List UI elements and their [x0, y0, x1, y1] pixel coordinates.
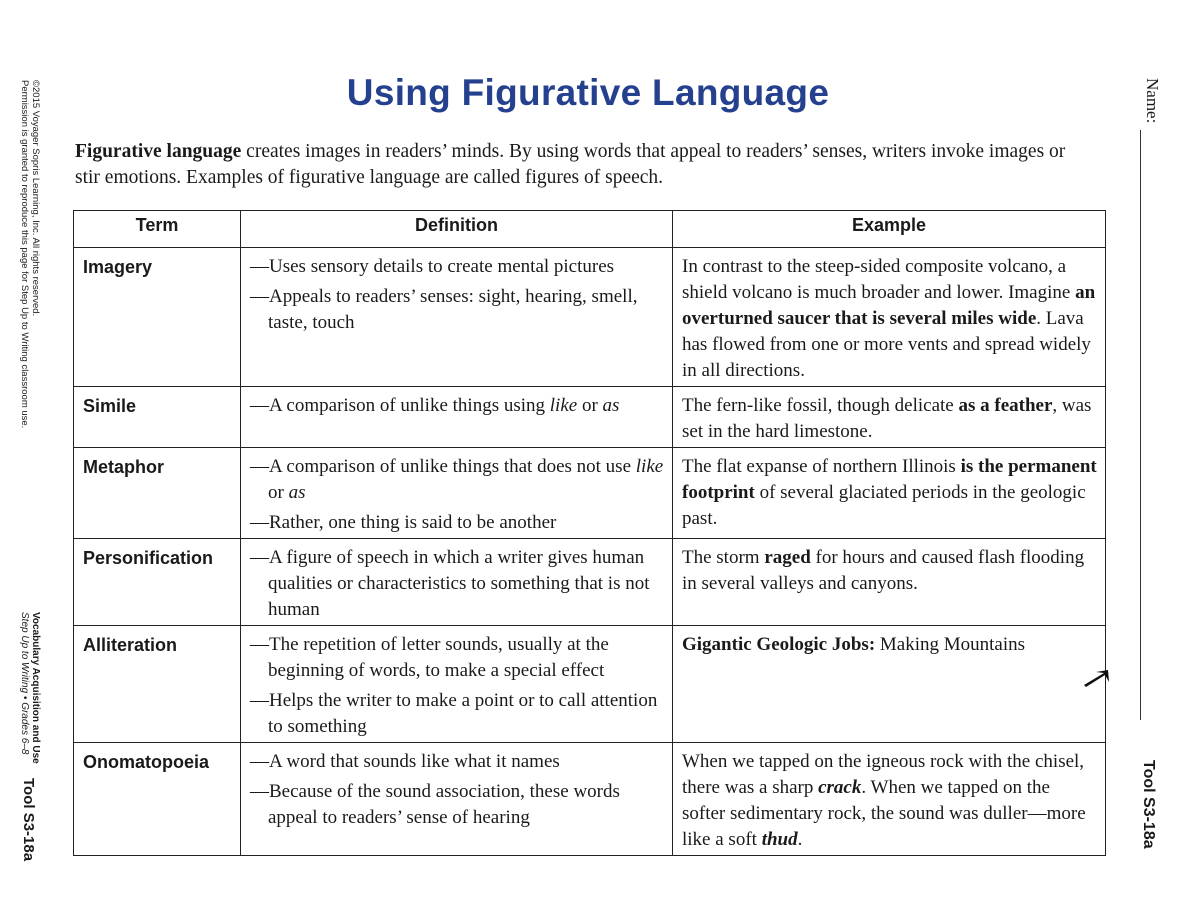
definition-cell	[241, 248, 673, 387]
definition-cell	[241, 448, 673, 539]
table-row	[74, 539, 1106, 626]
definition-text: —Rather, one thing is said to be another	[250, 512, 557, 533]
table-row	[74, 248, 1106, 387]
copyright-line-2: Permission is granted to reproduce this page for Step Up to Writing classroom use.	[19, 80, 30, 429]
series-line-1: Vocabulary Acquisition and Use	[30, 612, 41, 764]
header-term: Term	[74, 211, 241, 248]
term-cell: Imagery	[74, 248, 241, 387]
tool-id-left: Tool S3-18a	[20, 778, 37, 862]
definition-text: or	[577, 395, 603, 416]
definition-text: or	[268, 482, 289, 503]
definition-line	[250, 779, 664, 831]
definition-cell	[241, 626, 673, 743]
example-highlight: as a feather	[958, 395, 1053, 416]
series-info	[19, 612, 41, 764]
definition-text: —Appeals to readers’ senses: sight, hearing, smell, taste, touch	[250, 286, 638, 333]
example-text: The storm	[682, 547, 765, 568]
definition-line	[250, 284, 664, 336]
definition-line	[250, 454, 664, 506]
example-highlight: is the permanent footprint	[682, 456, 1097, 503]
intro-paragraph	[75, 139, 1085, 191]
definition-line	[250, 688, 664, 740]
definition-text: —The repetition of letter sounds, usually at the beginning of words, to make a special effect	[250, 634, 609, 681]
table-row	[74, 743, 1106, 856]
definition-line	[250, 254, 664, 280]
definition-line	[250, 632, 664, 684]
example-text: . Lava has flowed from one or more vents and spread widely in all directions.	[682, 308, 1091, 381]
definition-cell	[241, 539, 673, 626]
example-text: .	[797, 829, 803, 850]
definition-line	[250, 749, 664, 775]
definition-text: —Uses sensory details to create mental pictures	[250, 256, 615, 277]
example-highlight: Gigantic Geologic Jobs:	[682, 634, 876, 655]
term-cell: Metaphor	[74, 448, 241, 539]
definition-cell	[241, 743, 673, 856]
definition-text: as	[288, 482, 306, 503]
definition-text: like	[549, 395, 578, 416]
term-cell: Simile	[74, 387, 241, 448]
example-cell	[673, 387, 1106, 448]
intro-text: creates images in readers’ minds. By using words that appeal to readers’ senses, writers invoke images or stir emotions. Examples of figurative language are called figures of speech.	[75, 141, 1066, 188]
term-cell: Onomatopoeia	[74, 743, 241, 856]
example-highlight: an overturned saucer that is several miles wide	[682, 282, 1096, 329]
header-definition: Definition	[241, 211, 673, 248]
example-text: of several glaciated periods in the geologic past.	[682, 482, 1086, 529]
table-row	[74, 387, 1106, 448]
table-header-row	[74, 211, 1106, 248]
name-field-line[interactable]	[1140, 130, 1141, 720]
example-text: When we tapped on the igneous rock with the chisel, there was a sharp	[682, 751, 1085, 798]
example-text: The fern-like fossil, though delicate	[682, 395, 959, 416]
example-text: , was set in the hard limestone.	[682, 395, 1092, 442]
definition-text: —Because of the sound association, these words appeal to readers’ sense of hearing	[250, 781, 620, 828]
series-line-2: Step Up to Writing • Grades 6–8	[19, 612, 30, 755]
example-text: Making Mountains	[875, 634, 1026, 655]
definition-text: —A figure of speech in which a writer gives human qualities or characteristics to something that is not human	[250, 547, 650, 620]
mouse-pointer-icon	[1082, 668, 1112, 688]
term-cell: Alliteration	[74, 626, 241, 743]
table-body	[74, 248, 1106, 856]
example-highlight: thud	[761, 829, 798, 850]
definition-line	[250, 510, 664, 536]
definition-text: like	[635, 456, 664, 477]
intro-lead-term: Figurative language	[75, 141, 242, 162]
definition-text: —A word that sounds like what it names	[250, 751, 560, 772]
term-cell: Personification	[74, 539, 241, 626]
example-cell	[673, 539, 1106, 626]
definition-text: —Helps the writer to make a point or to call attention to something	[250, 690, 658, 737]
example-text: The flat expanse of northern Illinois	[682, 456, 961, 477]
example-cell	[673, 248, 1106, 387]
example-text: . When we tapped on the softer sedimentary rock, the sound was duller—more like a soft	[682, 777, 1086, 850]
page-title: Using Figurative Language	[346, 72, 830, 113]
definition-line	[250, 545, 664, 623]
definition-text: as	[602, 395, 620, 416]
definition-line	[250, 393, 664, 419]
example-cell	[673, 448, 1106, 539]
copyright-notice	[19, 80, 41, 428]
header-example: Example	[673, 211, 1106, 248]
definition-text: —A comparison of unlike things using	[250, 395, 550, 416]
figurative-language-table	[73, 210, 1106, 856]
definition-text: —A comparison of unlike things that does not use	[250, 456, 636, 477]
example-highlight: raged	[764, 547, 811, 568]
example-text: In contrast to the steep-sided composite volcano, a shield volcano is much broader and lower. Imagine	[682, 256, 1076, 303]
example-text: for hours and caused flash flooding in several valleys and canyons.	[682, 547, 1085, 594]
table-row	[74, 626, 1106, 743]
example-cell	[673, 626, 1106, 743]
tool-id-right: Tool S3-18a	[1140, 760, 1157, 849]
example-cell	[673, 743, 1106, 856]
definition-cell	[241, 387, 673, 448]
table-row	[74, 448, 1106, 539]
example-highlight: crack	[818, 777, 862, 798]
name-label: Name:	[1143, 78, 1162, 124]
copyright-line-1: ©2015 Voyager Sopris Learning, Inc. All rights reserved.	[30, 80, 41, 317]
